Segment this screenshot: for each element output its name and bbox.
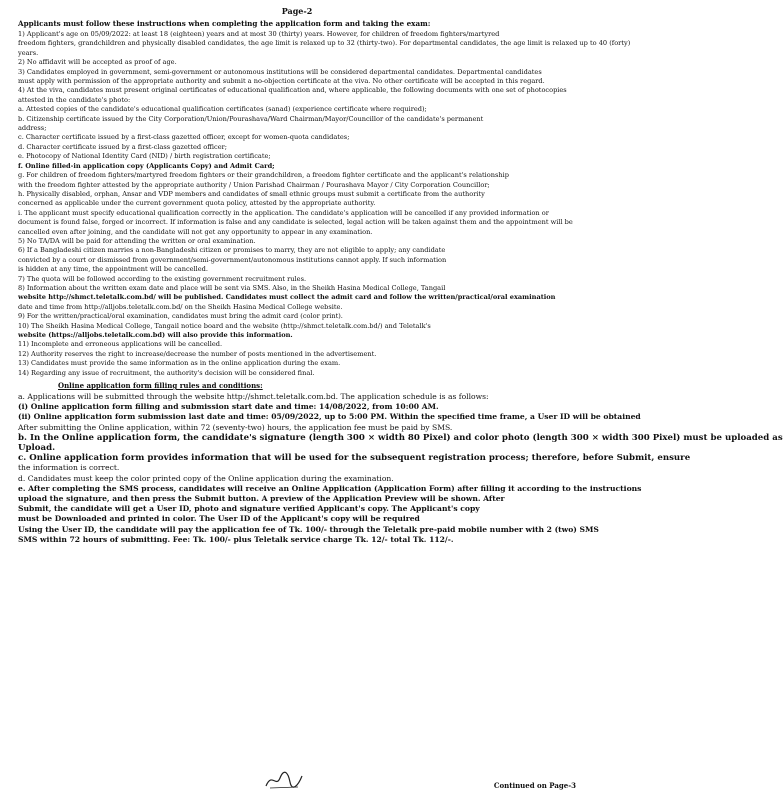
instruction-line: b. Citizenship certificate issued by the City Corporation/Union/Pourashava/Ward Chairman/Mayor/Councillor of the candidate's permanent [18,114,484,123]
instruction-line: concerned as applicable under the current government quota policy, attested by the appropriate authority. [18,199,376,208]
online-rule-line: the information is correct. [18,463,120,473]
instruction-line: 3) Candidates employed in government, semi-government or autonomous institutions will be considered departmental candidates. Departmental candidates [18,67,542,76]
instruction-line: h. Physically disabled, orphan, Ansar and VDP members and candidates of small ethnic groups must submit a certificate from the authority [18,189,485,198]
online-rule-line: Upload. [18,443,56,454]
instruction-line: attested in the candidate's photo: [18,95,131,104]
instruction-line: 14) Regarding any issue of recruitment, the authority's decision will be considered final. [18,368,315,377]
instruction-line: cancelled even after joining, and the candidate will not get any opportunity to appear in any examination. [18,227,373,236]
instruction-line: 4) At the viva, candidates must present original certificates of educational qualification and, where applicable, the following documents with one set of photocopies [18,86,567,95]
instruction-line: is hidden at any time, the appointment will be cancelled. [18,265,208,274]
page-number: Page-2 [281,6,313,16]
online-rule-line: (i) Online application form filling and submission start date and time: 14/08/2022, from 10:00 AM. [18,402,439,412]
online-rule-line: b. In the Online application form, the candidate's signature (length 300 × width 80 Pixel) and color photo (length 300 × width 300 Pixel) must be uploaded as [18,432,783,443]
instruction-line: 13) Candidates must provide the same information as in the online application during the exam. [18,359,341,368]
instruction-line: document is found false, forged or incorrect. If information is false and any candidate is selected, legal action will be taken against them and the appointment will be [18,218,573,227]
instruction-line: e. Photocopy of National Identity Card (NID) / birth registration certificate; [18,152,271,161]
instructions-list [18,30,631,378]
instruction-line: date and time from http://alljobs.teletalk.com.bd/ on the Sheikh Hasina Medical College website. [18,302,343,311]
instruction-line: 6) If a Bangladeshi citizen marries a non-Bangladeshi citizen or promises to marry, they are not eligible to apply; any candidate [18,246,446,255]
online-rule-line: must be Downloaded and printed in color. The User ID of the Applicant's copy will be required [18,514,420,524]
instruction-line: d. Character certificate issued by a first-class gazetted officer; [18,142,227,151]
instruction-line: address; [18,124,47,133]
instruction-line: 8) Information about the written exam date and place will be sent via SMS. Also, in the Sheikh Hasina Medical College, Tangail [18,283,446,292]
online-rule-line: Using the User ID, the candidate will pay the application fee of Tk. 100/- through the Teletalk pre-paid mobile number with 2 (two) SMS [18,524,599,534]
instruction-line: a. Attested copies of the candidate's educational qualification certificates (sanad) (experience certificate where required); [18,105,427,114]
instruction-line: convicted by a court or dismissed from government/semi-government/autonomous institutions cannot apply. If such information [18,255,447,264]
next-page-note: Continued on Page-3 [493,781,576,790]
instructions-heading: Applicants must follow these instructions when completing the application form and taking the exam: [18,19,431,28]
instruction-line: 11) Incomplete and erroneous applications will be cancelled. [18,340,223,349]
instruction-line: must apply with permission of the appropriate authority and submit a no-objection certificate at the viva. No other certificate will be accepted in this regard. [18,77,545,86]
instruction-line: website (https://alljobs.teletalk.com.bd) will also provide this information. [18,331,293,339]
instruction-line: website http://shmct.teletalk.com.bd/ will be published. Candidates must collect the admit card and follow the written/practical/oral examination [18,293,556,302]
online-rule-line: SMS within 72 hours of submitting. Fee: Tk. 100/- plus Teletalk service charge Tk. 12/- total Tk. 112/-. [18,534,454,544]
online-rule-line: (ii) Online application form submission last date and time: 05/09/2022, up to 5:00 PM. Within the specified time frame, a User ID will be obtained [18,412,641,422]
page-footer [18,764,576,790]
online-rules-list [18,392,783,545]
instruction-line: 7) The quota will be followed according to the existing government recruitment rules. [18,274,307,283]
instruction-line: g. For children of freedom fighters/martyred freedom fighters or their grandchildren, a freedom fighter certificate and the applicant's relationship [18,171,509,180]
instruction-line: 12) Authority reserves the right to increase/decrease the number of posts mentioned in the advertisement. [18,349,377,358]
instruction-line: with the freedom fighter attested by the appropriate authority / Union Parishad Chairman / Pourashava Mayor / City Corporation Councillor; [18,180,490,189]
instruction-line: 1) Applicant's age on 05/09/2022: at least 18 (eighteen) years and at most 30 (thirty) years. However, for children of freedom fighters/martyred [18,30,500,38]
online-rule-line: c. Online application form provides information that will be used for the subsequent registration process; therefore, before Submit, ensure [18,453,691,464]
online-rule-line: a. Applications will be submitted through the website http://shmct.teletalk.com.bd. The application schedule is as follows: [18,392,489,402]
instruction-line: i. The applicant must specify educational qualification correctly in the application. The candidate's application will be cancelled if any provided information or [18,208,549,217]
online-rule-line: e. After completing the SMS process, candidates will receive an Online Application (Application Form) after filling it according to the instructions [18,483,642,493]
instruction-line: f. Online filled-in application copy (Applicants Copy) and Admit Card; [18,161,275,170]
online-rules-heading: Online application form filling rules and conditions: [58,381,263,391]
online-rule-line: upload the signature, and then press the Submit button. A preview of the Application Preview will be shown. After [18,494,505,504]
instruction-line: years. [18,48,39,57]
instruction-line: 10) The Sheikh Hasina Medical College, Tangail notice board and the website (http://shmct.teletalk.com.bd/) and Teletalk's [18,321,431,330]
instruction-line: 9) For the written/practical/oral examination, candidates must bring the admit card (color print). [18,312,343,321]
instruction-line: 2) No affidavit will be accepted as proof of age. [18,58,177,67]
online-rule-line: After submitting the Online application, within 72 (seventy-two) hours, the application fee must be paid by SMS. [18,422,453,432]
instruction-line: c. Character certificate issued by a first-class gazetted officer, except for women-quota candidates; [18,133,350,142]
online-rule-line: Submit, the candidate will get a User ID, photo and signature verified Applicant's copy. The Applicant's copy [18,504,480,514]
instruction-line: 5) No TA/DA will be paid for attending the written or oral examination. [18,236,256,245]
instruction-line: freedom fighters, grandchildren and physically disabled candidates, the age limit is relaxed up to 32 (thirty-two). For departmental candidates, the age limit is relaxed up to 40 (forty) [18,39,631,48]
online-rule-line: d. Candidates must keep the color printed copy of the Online application during the examination. [18,473,394,483]
